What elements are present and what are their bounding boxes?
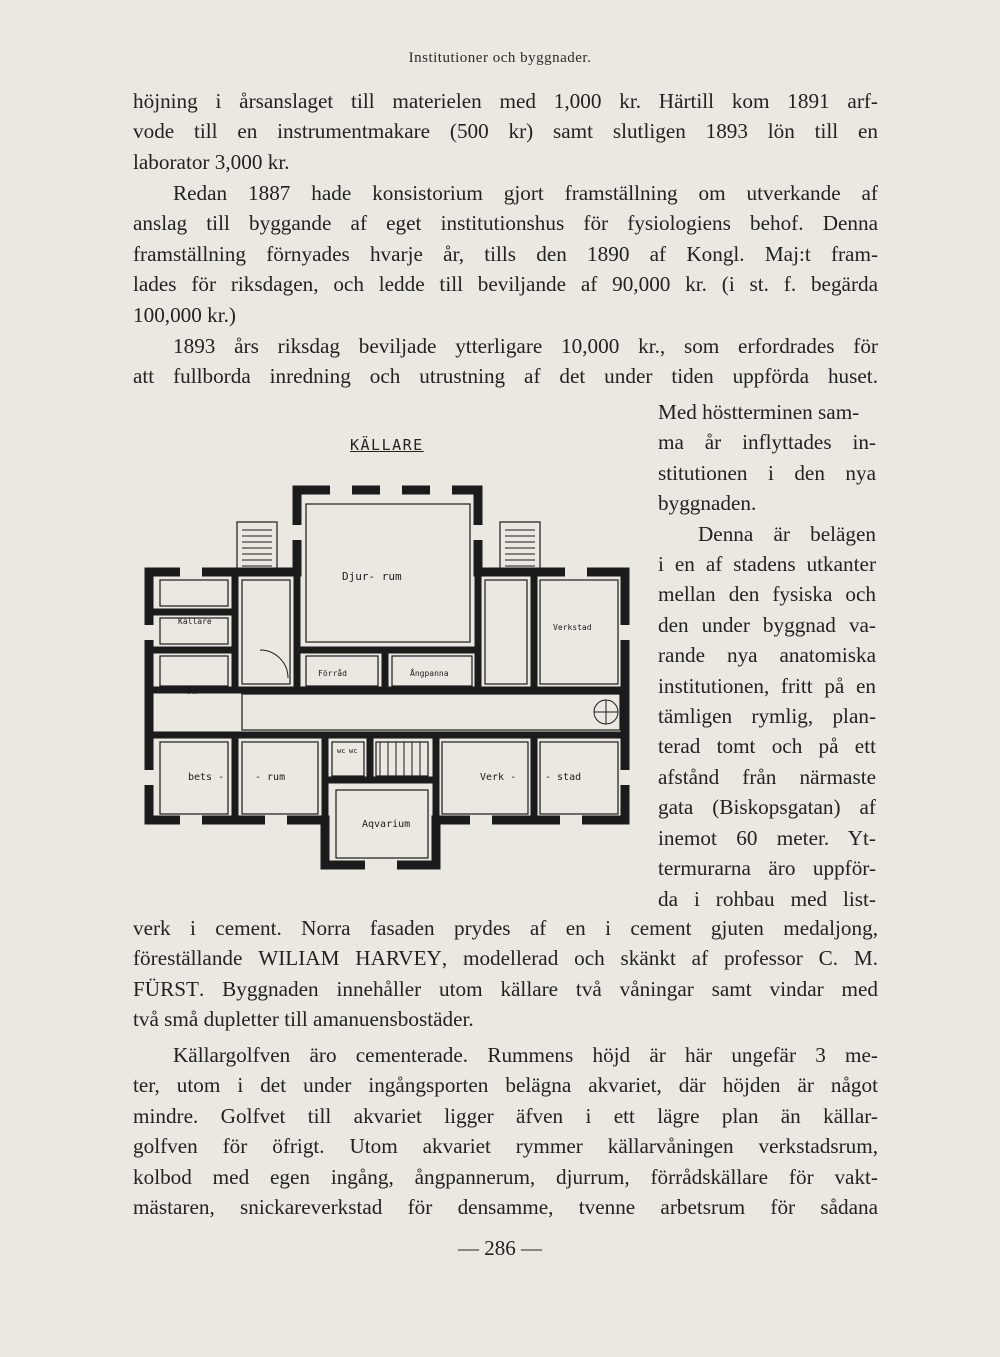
- text-line: anslag till byggande af eget institutionshus för fysiologiens behof. Denna: [133, 211, 878, 236]
- text-line: kolbod med egen ingång, ångpannerum, djurrum, förrådskällare för vakt-: [133, 1164, 878, 1189]
- person-name: WILIAM HARVEY: [258, 946, 442, 971]
- text-line: da i rohbau med list-: [658, 886, 876, 911]
- text-line: Redan 1887 hade konsistorium gjort framställning om utverkande af: [173, 181, 878, 205]
- room-label-bets: bets -: [188, 772, 225, 783]
- text-line: golfven för öfrigt. Utom akvariet rymmer källarvåningen verkstadsrum,: [133, 1134, 878, 1159]
- paragraph-2: [133, 178, 878, 330]
- room-label-djurrum: Djur- rum: [342, 570, 402, 583]
- text-line: Med höstterminen sam-: [658, 400, 860, 424]
- text-line: 1893 års riksdag beviljade ytterligare 10,000 kr., som erfordrades för: [173, 334, 878, 358]
- text-line: Denna är belägen: [698, 521, 876, 546]
- text-line: rande nya anatomiska: [658, 643, 876, 668]
- page-number: — 286 —: [458, 1236, 542, 1260]
- room-label-ar: Ar-: [188, 686, 207, 697]
- text-line: höjning i årsanslaget till materielen med 1,000 kr. Härtill kom 1891 arf-: [133, 89, 878, 113]
- text-line: Källargolfven äro cementerade. Rummens höjd är här ungefär 3 me-: [173, 1043, 878, 1067]
- room-label-akvarium: Aqvarium: [362, 819, 411, 830]
- room-label-wc: wc: [337, 747, 346, 755]
- text-line: terad tomt och på ett: [658, 734, 876, 759]
- room-label-wc: wc: [349, 747, 358, 755]
- room-label-kallare: Källare: [178, 617, 212, 626]
- text-line: afstånd från närmaste: [658, 764, 876, 789]
- text-fragment: . Byggnaden innehåller utom källare två våningar samt vindar med: [198, 976, 878, 1001]
- room-label-angpanna: Ångpanna: [410, 669, 449, 678]
- text-line: inemot 60 meter. Yt-: [658, 825, 876, 850]
- text-line: verk i cement. Norra fasaden prydes af en i cement gjuten medaljong,: [133, 916, 878, 940]
- text-line: 100,000 kr.): [133, 302, 236, 327]
- text-line: ma år inflyttades in-: [658, 430, 876, 455]
- text-line: stitutionen i den nya: [658, 460, 876, 485]
- paragraph-1: [133, 86, 878, 177]
- text-line: gata (Biskopsgatan) af: [658, 795, 876, 820]
- text-line: byggnaden.: [658, 491, 757, 516]
- running-header: Institutioner och byggnader.: [408, 50, 592, 66]
- text-line: laborator 3,000 kr.: [133, 149, 290, 174]
- text-line: ter, utom i det under ingångsporten belägna akvariet, där höjden är något: [133, 1073, 878, 1098]
- floor-plan: [140, 480, 640, 875]
- text-line: framställning förnyades hvarje år, tills den 1890 af Kongl. Maj:t fram-: [133, 241, 878, 266]
- text-line: mindre. Golfvet till akvariet ligger äfven i ett lägre plan än källar-: [133, 1103, 878, 1128]
- text-fragment: föreställande: [133, 946, 243, 971]
- text-line: att fullborda inredning och utrustning af det under tiden uppförda huset.: [133, 364, 878, 389]
- text-line: [133, 943, 878, 973]
- text-line: [133, 974, 878, 1004]
- paragraph-3: [133, 331, 878, 392]
- person-name: FÜRST: [133, 976, 199, 1001]
- floor-plan-title: KÄLLARE: [350, 436, 424, 454]
- paragraph-4: [133, 913, 878, 1035]
- text-line: lades för riksdagen, och ledde till beviljande af 90,000 kr. (i st. f. begärda: [133, 272, 878, 297]
- text-line: mellan den fysiska och: [658, 582, 876, 607]
- room-label-verkstad: Verkstad: [553, 623, 592, 632]
- text-line: den under byggnad va-: [658, 612, 876, 637]
- text-line: två små dupletter till amanuensbostäder.: [133, 1007, 474, 1032]
- text-line: i en af stadens utkanter: [658, 552, 876, 577]
- text-line: vode till en instrumentmakare (500 kr) samt slutligen 1893 lön till en: [133, 119, 878, 144]
- text-line: termurarna äro uppför-: [658, 856, 876, 881]
- text-line: tämligen rymlig, plan-: [658, 704, 876, 729]
- text-line: mästaren, snickareverkstad för densamme, tvenne arbetsrum för sådana: [133, 1195, 878, 1220]
- side-column: [658, 397, 876, 914]
- room-label-verk: Verk -: [480, 772, 517, 783]
- text-fragment: , modellerad och skänkt af professor C. M.: [441, 946, 878, 971]
- room-label-rum: - rum: [255, 772, 286, 783]
- room-label-stad: - stad: [545, 772, 582, 783]
- room-label-forrad: Förråd: [318, 669, 347, 678]
- paragraph-5: [133, 1040, 878, 1222]
- text-line: institutionen, fritt på en: [658, 673, 876, 698]
